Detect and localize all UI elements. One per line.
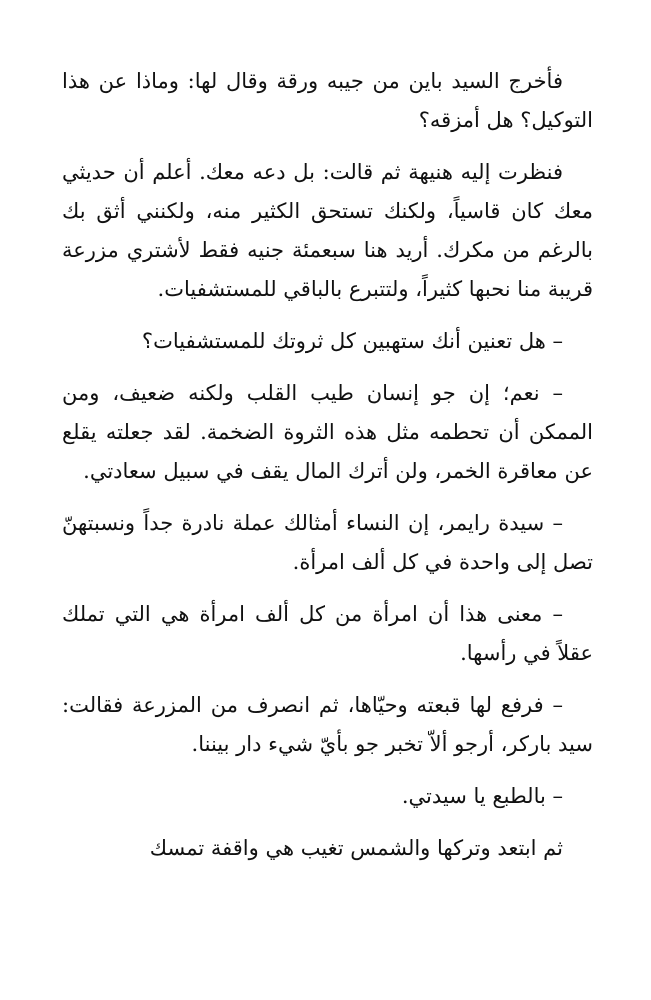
dialog-line-raises-hat: – فرفع لها قبعته وحيّاها، ثم انصرف من المزرعة فقالت: سيد باركر، أرجو ألاّ تخبر جو بأيّ شيء دار بيننا. — [62, 693, 593, 756]
dialog-line-one-in-thousand: – معنى هذا أن امرأة من كل ألف امرأة هي التي تملك عقلاً في رأسها. — [62, 602, 593, 665]
dialog-line-rare-women: – سيدة رايمر، إن النساء أمثالك عملة نادرة جداً ونسبتهنّ تصل إلى واحدة في كل ألف امرأة. — [62, 511, 593, 574]
dialog-line-joe-kind-hearted: – نعم؛ إن جو إنسان طيب القلب ولكنه ضعيف، ومن الممكن أن تحطمه مثل هذه الثروة الضخمة. لقد جعلته يقلع عن معاقرة الخمر، ولن أترك المال يقف في سبيل سعادتي. — [62, 381, 593, 483]
paragraph-she-replies: فنظرت إليه هنيهة ثم قالت: بل دعه معك. أعلم أن حديثي معك كان قاسياً، ولكنك تستحق الكثير منه، ولكنني أثق بك بالرغم من مكرك. أريد هنا سبعمئة جنيه فقط لأشتري مزرعة قريبة منا نحبها كثيراً، ولتتبرع بالباقي للمستشفيات. — [62, 160, 593, 301]
paragraph-he-leaves: ثم ابتعد وتركها والشمس تغيب هي واقفة تمسك — [149, 836, 563, 860]
paragraph-payne-takes-paper: فأخرج السيد باين من جيبه ورقة وقال لها: وماذا عن هذا التوكيل؟ هل أمزقه؟ — [62, 69, 593, 132]
dialog-line-of-course: – بالطبع يا سيدتي. — [401, 784, 563, 808]
dialog-line-hospitals-question: – هل تعنين أنك ستهبين كل ثروتك للمستشفيات؟ — [141, 329, 563, 353]
